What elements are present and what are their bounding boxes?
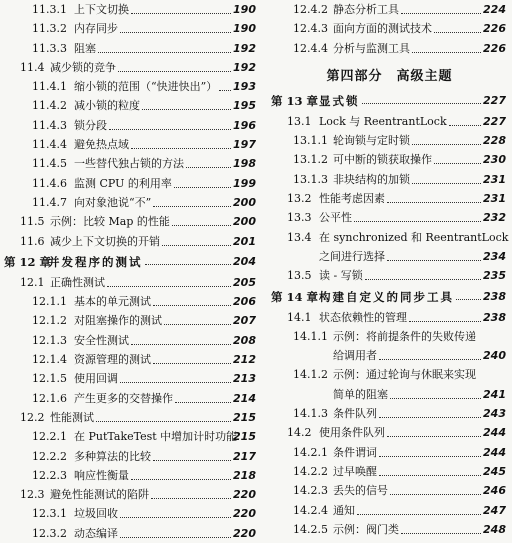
toc-page-number: 241 bbox=[483, 387, 506, 401]
toc-leader-dots bbox=[387, 423, 481, 437]
toc-page-number: 220 bbox=[233, 507, 256, 521]
toc-entry[interactable] bbox=[267, 520, 512, 539]
toc-entry-title: 丢失的信号 bbox=[333, 484, 388, 498]
toc-entry[interactable] bbox=[0, 447, 262, 466]
toc-page-number: 247 bbox=[483, 503, 506, 517]
toc-entry-title: 给调用者 bbox=[333, 349, 377, 363]
toc-leader-dots bbox=[449, 112, 481, 126]
toc-page-number: 235 bbox=[483, 269, 506, 283]
toc-page-number: 215 bbox=[233, 430, 256, 444]
part-title: 第四部分 高级主题 bbox=[326, 68, 453, 84]
toc-entry-number: 12.3 bbox=[20, 488, 45, 502]
toc-entry-title: 显式锁 bbox=[319, 93, 360, 108]
toc-entry[interactable] bbox=[267, 208, 512, 227]
toc-entry-title: 锁分段 bbox=[74, 118, 107, 132]
toc-entry[interactable] bbox=[267, 189, 512, 208]
toc-entry-title: 状态依赖性的管理 bbox=[319, 310, 407, 324]
toc-chapter-entry[interactable] bbox=[267, 90, 512, 112]
toc-entry-title: 响应性衡量 bbox=[74, 468, 129, 482]
toc-entry-number: 11.4.5 bbox=[32, 157, 67, 171]
toc-leader-dots bbox=[387, 189, 481, 203]
toc-page-number: 192 bbox=[233, 41, 256, 55]
toc-entry-title: 构建自定义的同步工具 bbox=[319, 289, 454, 304]
toc-entry[interactable] bbox=[0, 77, 262, 96]
toc-entry-number: 13.1.1 bbox=[293, 134, 328, 148]
toc-entry[interactable] bbox=[267, 462, 512, 481]
toc-entry-title: 可中断的锁获取操作 bbox=[333, 153, 432, 167]
toc-page-number: 208 bbox=[233, 333, 256, 347]
toc-entry-number: 13.2 bbox=[287, 192, 312, 206]
toc-entry-title: 并发程序的测试 bbox=[48, 254, 143, 269]
toc-leader-dots bbox=[118, 58, 231, 72]
toc-entry[interactable] bbox=[267, 266, 512, 285]
toc-entry-title: 条件队列 bbox=[333, 407, 377, 421]
toc-entry-number: 13.5 bbox=[287, 269, 312, 283]
toc-entry[interactable] bbox=[0, 273, 262, 292]
toc-page-number: 238 bbox=[483, 310, 506, 324]
toc-page-number: 193 bbox=[233, 80, 256, 94]
toc-entry-title: 缩小锁的范围（“快进快出”） bbox=[74, 80, 218, 94]
toc-leader-dots bbox=[153, 193, 231, 207]
toc-entry-title: 静态分析工具 bbox=[333, 3, 399, 16]
toc-entry-number: 12.2.1 bbox=[32, 430, 67, 444]
toc-entry[interactable] bbox=[267, 346, 512, 365]
toc-entry-number: 11.4.3 bbox=[32, 118, 67, 132]
toc-leader-dots bbox=[434, 19, 481, 33]
toc-entry-number: 13.4 bbox=[287, 230, 312, 244]
toc-leader-dots bbox=[131, 466, 231, 480]
toc-entry[interactable] bbox=[0, 212, 262, 231]
toc-entry[interactable] bbox=[0, 39, 262, 58]
toc-page-number: 231 bbox=[483, 172, 506, 186]
toc-leader-dots bbox=[131, 0, 231, 14]
toc-leader-dots bbox=[379, 346, 481, 360]
toc-page-number: 246 bbox=[483, 484, 506, 498]
toc-page-number: 204 bbox=[233, 254, 256, 268]
toc-page-number: 243 bbox=[483, 407, 506, 421]
toc-entry-title: 在 synchronized 和 ReentrantLock bbox=[319, 230, 509, 244]
toc-page-number: 190 bbox=[233, 22, 256, 36]
toc-entry-number: 12.1.1 bbox=[32, 295, 67, 309]
toc-entry-title: 阻塞 bbox=[74, 41, 96, 55]
toc-leader-dots bbox=[162, 232, 231, 246]
toc-entry[interactable] bbox=[0, 427, 262, 446]
toc-leader-dots bbox=[456, 286, 481, 300]
toc-entry-title: 条件谓词 bbox=[333, 445, 377, 459]
toc-entry-title: 减小锁的粒度 bbox=[74, 99, 140, 113]
toc-page-number: 198 bbox=[233, 157, 256, 171]
toc-page-number: 201 bbox=[233, 234, 256, 248]
toc-page-number: 230 bbox=[483, 153, 506, 167]
toc-entry-title: 减少上下文切换的开销 bbox=[50, 234, 160, 248]
toc-entry-title: 在 PutTakeTest 中增加计时功能 bbox=[74, 430, 238, 444]
toc-entry[interactable] bbox=[0, 292, 262, 311]
toc-leader-dots bbox=[164, 311, 231, 325]
toc-leader-dots bbox=[120, 369, 231, 383]
toc-entry[interactable] bbox=[267, 365, 512, 384]
toc-entry-number: 11.4.1 bbox=[32, 80, 67, 94]
toc-leader-dots bbox=[145, 251, 231, 265]
toc-entry[interactable] bbox=[0, 174, 262, 193]
toc-entry-title: 垃圾回收 bbox=[74, 507, 118, 521]
toc-entry-title: 示例：阀门类 bbox=[333, 522, 399, 536]
toc-entry-number: 12.4.4 bbox=[293, 41, 328, 55]
toc-leader-dots bbox=[120, 19, 231, 33]
toc-entry[interactable] bbox=[0, 524, 262, 543]
toc-page-number: 192 bbox=[233, 60, 256, 74]
toc-page-number: 200 bbox=[233, 215, 256, 229]
toc-entry-title: 性能测试 bbox=[50, 410, 94, 424]
toc-entry-title: 轮询锁与定时锁 bbox=[333, 134, 410, 148]
toc-entry-number: 11.4 bbox=[20, 60, 45, 74]
toc-entry-number: 12.1.2 bbox=[32, 314, 67, 328]
toc-entry-title: 面向方面的测试技术 bbox=[333, 22, 432, 36]
toc-entry[interactable] bbox=[0, 350, 262, 369]
toc-entry-number: 第 14 章 bbox=[271, 289, 319, 304]
toc-entry[interactable] bbox=[267, 131, 512, 150]
toc-page-number: 218 bbox=[233, 468, 256, 482]
toc-entry-title: 过早唤醒 bbox=[333, 464, 377, 478]
toc-leader-dots bbox=[175, 389, 231, 403]
toc-entry-number: 14.2.5 bbox=[293, 522, 328, 536]
toc-leader-dots bbox=[120, 524, 231, 538]
toc-entry-number: 14.1.3 bbox=[293, 407, 328, 421]
toc-entry[interactable] bbox=[0, 311, 262, 330]
toc-entry-number: 第 12 章 bbox=[4, 254, 52, 269]
toc-entry-number: 11.3.1 bbox=[32, 3, 67, 16]
toc-entry-number: 12.4.3 bbox=[293, 22, 328, 36]
toc-entry-number: 12.2.3 bbox=[32, 468, 67, 482]
toc-entry-title: 之间进行选择 bbox=[319, 249, 385, 263]
toc-entry-title: 性能考虑因素 bbox=[319, 192, 385, 206]
toc-entry[interactable] bbox=[0, 331, 262, 350]
toc-leader-dots bbox=[362, 90, 481, 104]
toc-entry-number: 11.3.3 bbox=[32, 41, 67, 55]
toc-entry[interactable] bbox=[0, 408, 262, 427]
toc-right-column bbox=[267, 0, 512, 539]
toc-entry-number: 12.4.2 bbox=[293, 3, 328, 16]
toc-chapter-entry[interactable] bbox=[267, 286, 512, 308]
toc-page-number: 214 bbox=[233, 391, 256, 405]
toc-entry[interactable] bbox=[0, 369, 262, 388]
toc-entry[interactable] bbox=[267, 385, 512, 404]
toc-entry[interactable] bbox=[0, 154, 262, 173]
toc-entry-number: 14.1.1 bbox=[293, 329, 328, 343]
toc-entry-number: 14.2 bbox=[287, 426, 312, 440]
toc-leader-dots bbox=[379, 443, 481, 457]
toc-entry[interactable] bbox=[267, 423, 512, 442]
toc-entry-number: 11.5 bbox=[20, 215, 45, 229]
toc-leader-dots bbox=[357, 501, 481, 515]
toc-page-number: 206 bbox=[233, 295, 256, 309]
toc-entry-number: 12.1.5 bbox=[32, 372, 67, 386]
toc-page-number: 224 bbox=[483, 3, 506, 16]
toc-entry-title: 向对象池说“不” bbox=[74, 195, 152, 209]
toc-entry-title: 非块结构的加锁 bbox=[333, 172, 410, 186]
toc-entry-title: 读 - 写锁 bbox=[319, 269, 363, 283]
toc-entry[interactable] bbox=[267, 39, 512, 58]
toc-entry-title: 示例：将前提条件的失败传递 bbox=[333, 329, 476, 343]
toc-entry[interactable] bbox=[0, 193, 262, 212]
toc-page-number: 213 bbox=[233, 372, 256, 386]
toc-entry-number: 14.2.3 bbox=[293, 484, 328, 498]
toc-page-number: 227 bbox=[483, 93, 506, 107]
toc-entry[interactable] bbox=[0, 466, 262, 485]
toc-entry-number: 11.4.6 bbox=[32, 176, 67, 190]
toc-entry[interactable] bbox=[267, 0, 512, 19]
toc-entry[interactable] bbox=[267, 443, 512, 462]
toc-entry-title: 内存同步 bbox=[74, 22, 118, 36]
toc-chapter-entry[interactable] bbox=[0, 251, 262, 273]
toc-entry[interactable] bbox=[267, 404, 512, 423]
toc-entry-title: 基本的单元测试 bbox=[74, 295, 151, 309]
toc-entry[interactable] bbox=[267, 308, 512, 327]
toc-entry[interactable] bbox=[0, 389, 262, 408]
toc-entry-number: 11.4.2 bbox=[32, 99, 67, 113]
toc-page-number: 226 bbox=[483, 22, 506, 36]
toc-entry[interactable] bbox=[0, 504, 262, 523]
toc-leader-dots bbox=[151, 485, 231, 499]
toc-leader-dots bbox=[379, 462, 481, 476]
toc-entry-title: 简单的阻塞 bbox=[333, 387, 388, 401]
toc-page-number: 227 bbox=[483, 114, 506, 128]
toc-entry-title: 分析与监测工具 bbox=[333, 41, 410, 55]
toc-entry-number: 13.3 bbox=[287, 211, 312, 225]
toc-page-number: 199 bbox=[233, 176, 256, 190]
toc-page-number: 245 bbox=[483, 464, 506, 478]
toc-entry-number: 14.1 bbox=[287, 310, 312, 324]
toc-entry-number: 13.1.3 bbox=[293, 172, 328, 186]
toc-leader-dots bbox=[131, 331, 231, 345]
toc-leader-dots bbox=[412, 131, 481, 145]
toc-entry-number: 11.3.2 bbox=[32, 22, 67, 36]
toc-entry[interactable] bbox=[267, 501, 512, 520]
toc-entry[interactable] bbox=[0, 485, 262, 504]
toc-page-number: 226 bbox=[483, 41, 506, 55]
toc-page-number: 197 bbox=[233, 138, 256, 152]
toc-entry-title: 一些替代独占锁的方法 bbox=[74, 157, 184, 171]
toc-entry-number: 13.1 bbox=[287, 114, 312, 128]
toc-leader-dots bbox=[107, 273, 231, 287]
toc-leader-dots bbox=[98, 39, 231, 53]
toc-entry-number: 12.2 bbox=[20, 410, 45, 424]
toc-leader-dots bbox=[412, 170, 481, 184]
toc-leader-dots bbox=[390, 385, 481, 399]
toc-entry[interactable] bbox=[0, 135, 262, 154]
toc-entry-number: 11.4.4 bbox=[32, 138, 67, 152]
toc-entry[interactable] bbox=[267, 481, 512, 500]
toc-entry-title: 公平性 bbox=[319, 211, 352, 225]
toc-leader-dots bbox=[172, 212, 231, 226]
toc-entry[interactable] bbox=[0, 0, 262, 19]
toc-leader-dots bbox=[109, 116, 231, 130]
toc-page-number: 190 bbox=[233, 3, 256, 16]
toc-page-number: 231 bbox=[483, 192, 506, 206]
toc-entry-number: 14.1.2 bbox=[293, 368, 328, 382]
toc-leader-dots bbox=[354, 208, 481, 222]
toc-entry-title: 对阻塞操作的测试 bbox=[74, 314, 162, 328]
toc-page-number: 220 bbox=[233, 488, 256, 502]
toc-page-number: 232 bbox=[483, 211, 506, 225]
toc-page-number: 217 bbox=[233, 449, 256, 463]
toc-entry-number: 12.1.6 bbox=[32, 391, 67, 405]
toc-leader-dots bbox=[186, 154, 231, 168]
toc-entry-number: 14.2.1 bbox=[293, 445, 328, 459]
toc-entry-number: 12.2.2 bbox=[32, 449, 67, 463]
toc-leader-dots bbox=[379, 404, 481, 418]
toc-entry[interactable] bbox=[0, 96, 262, 115]
toc-page-number: 207 bbox=[233, 314, 256, 328]
toc-entry-number: 12.3.1 bbox=[32, 507, 67, 521]
toc-entry-title: 示例：通过轮询与休眠来实现 bbox=[333, 368, 476, 382]
toc-page-number: 195 bbox=[233, 99, 256, 113]
toc-page-number: 240 bbox=[483, 349, 506, 363]
toc-leader-dots bbox=[434, 150, 481, 164]
toc-page-number: 196 bbox=[233, 118, 256, 132]
toc-leader-dots bbox=[96, 408, 231, 422]
toc-page-number: 244 bbox=[483, 426, 506, 440]
toc-page-number: 234 bbox=[483, 249, 506, 263]
toc-entry-title: 正确性测试 bbox=[50, 275, 105, 289]
toc-entry-title: 动态编译 bbox=[74, 526, 118, 540]
toc-entry[interactable] bbox=[267, 247, 512, 266]
toc-entry[interactable] bbox=[267, 19, 512, 38]
toc-leader-dots bbox=[412, 39, 481, 53]
toc-page-number: 215 bbox=[233, 410, 256, 424]
toc-leader-dots bbox=[387, 247, 481, 261]
toc-leader-dots bbox=[153, 292, 231, 306]
toc-leader-dots bbox=[219, 77, 231, 91]
toc-entry-title: 资源管理的测试 bbox=[74, 353, 151, 367]
toc-entry[interactable] bbox=[267, 327, 512, 346]
toc-entry-title: 避免热点域 bbox=[74, 138, 129, 152]
toc-leader-dots bbox=[131, 135, 231, 149]
toc-page-number: 244 bbox=[483, 445, 506, 459]
toc-entry-title: 示例：比较 Map 的性能 bbox=[50, 215, 170, 229]
toc-page-number: 205 bbox=[233, 275, 256, 289]
toc-page-number: 238 bbox=[483, 289, 506, 303]
toc-entry-title: 减少锁的竞争 bbox=[50, 60, 116, 74]
toc-leader-dots bbox=[142, 96, 231, 110]
toc-entry-title: 多种算法的比较 bbox=[74, 449, 151, 463]
toc-entry[interactable] bbox=[0, 232, 262, 251]
toc-page-number: 212 bbox=[233, 353, 256, 367]
toc-entry[interactable] bbox=[267, 228, 512, 247]
toc-leader-dots bbox=[365, 266, 481, 280]
toc-entry-title: 上下文切换 bbox=[74, 3, 129, 16]
toc-entry[interactable] bbox=[0, 19, 262, 38]
toc-entry-number: 12.3.2 bbox=[32, 526, 67, 540]
toc-entry-title: 产生更多的交替操作 bbox=[74, 391, 173, 405]
toc-entry-number: 11.6 bbox=[20, 234, 45, 248]
toc-entry-number: 14.2.4 bbox=[293, 503, 328, 517]
toc-entry-number: 第 13 章 bbox=[271, 93, 319, 108]
toc-entry-title: 安全性测试 bbox=[74, 333, 129, 347]
toc-page-number: 228 bbox=[483, 134, 506, 148]
toc-leader-dots bbox=[409, 308, 481, 322]
toc-entry-title: 监测 CPU 的利用率 bbox=[74, 176, 172, 190]
toc-leader-dots bbox=[390, 481, 481, 495]
toc-page-number: 248 bbox=[483, 522, 506, 536]
toc-entry-title: 通知 bbox=[333, 503, 355, 517]
toc-leader-dots bbox=[401, 0, 481, 14]
toc-leader-dots bbox=[120, 504, 231, 518]
toc-leader-dots bbox=[153, 350, 231, 364]
toc-entry[interactable] bbox=[0, 58, 262, 77]
toc-page-number: 220 bbox=[233, 526, 256, 540]
toc-entry-number: 13.1.2 bbox=[293, 153, 328, 167]
toc-entry-number: 11.4.7 bbox=[32, 195, 67, 209]
toc-entry-number: 12.1.4 bbox=[32, 353, 67, 367]
toc-entry-title: 使用条件队列 bbox=[319, 426, 385, 440]
toc-entry[interactable] bbox=[267, 150, 512, 169]
toc-page-number: 200 bbox=[233, 195, 256, 209]
toc-entry-number: 14.2.2 bbox=[293, 464, 328, 478]
toc-leader-dots bbox=[401, 520, 481, 534]
toc-entry[interactable] bbox=[267, 170, 512, 189]
toc-entry-number: 12.1 bbox=[20, 275, 45, 289]
toc-entry[interactable] bbox=[0, 116, 262, 135]
toc-leader-dots bbox=[153, 447, 231, 461]
toc-entry-title: 避免性能测试的陷阱 bbox=[50, 488, 149, 502]
toc-entry[interactable] bbox=[267, 112, 512, 131]
toc-entry-title: Lock 与 ReentrantLock bbox=[319, 114, 447, 128]
toc-leader-dots bbox=[174, 174, 231, 188]
toc-entry-number: 12.1.3 bbox=[32, 333, 67, 347]
toc-entry-title: 使用回调 bbox=[74, 372, 118, 386]
